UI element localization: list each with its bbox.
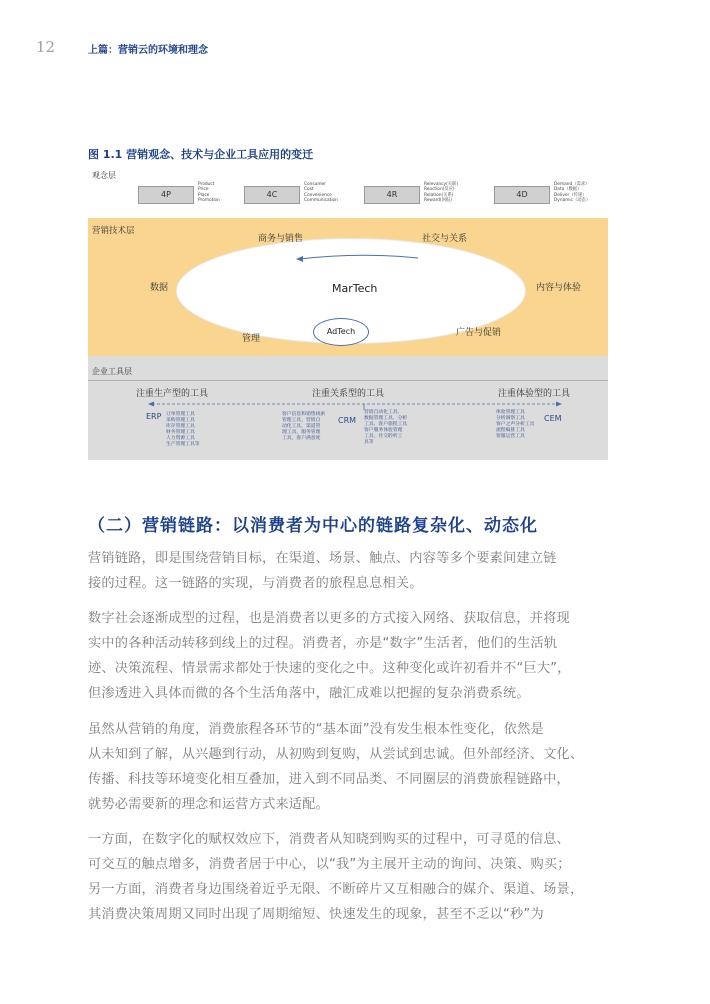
enterprise-layer xyxy=(88,356,608,460)
cem-tools-list: 体验管理工具 分析洞察工具 客户之声分析工具 流程编排工具 客服运营工具 xyxy=(496,410,535,439)
section-heading: （二）营销链路：以消费者为中心的链路复杂化、动态化 xyxy=(88,516,538,536)
paragraph: 营销链路，即是围绕营销目标，在渠道、场景、触点、内容等多个要素间建立链 接的过程。这一链路的实现，与消费者的旅程息息相关。 xyxy=(88,551,557,591)
paragraph: 数字社会逐渐成型的过程，也是消费者以更多的方式接入网络、获取信息，并将现 实中的各种活动转移到线上的过程。消费者，亦是“数字”生活者，他们的生活轨 迹、决策流程、情景需求都处于快速的变化之中。这种变化或许初看并不“巨大”， 但渗透进入具体而微的各个生活角落中，融汇成难以把握的复杂消费系统。 xyxy=(88,611,571,701)
label-social: 社交与关系 xyxy=(422,234,468,244)
experience-tools-heading: 注重体验型的工具 xyxy=(498,389,571,399)
paragraph: 虽然从营销的角度，消费旅程各环节的“基本面”没有发生根本性变化，依然是 从未知到了解，从兴趣到行动，从初购到复购，从尝试到忠诚。但外部经济、文化、 传播、科技等环境变化相互叠加，进入到不同品类、不同圈层的消费旅程链路中， 就势必需要新的理念和运营方式来适配。 xyxy=(88,722,584,812)
page-number: 12 xyxy=(36,38,56,56)
martech-label: MarTech xyxy=(332,282,378,295)
figure-diagram xyxy=(88,166,608,460)
erp-tag: ERP xyxy=(146,412,162,421)
adtech-label: AdTech xyxy=(313,318,369,346)
concept-terms-4r: Relevancy(关联) Reaction(反应) Relation(关系) Reward(回报) xyxy=(424,182,459,204)
paragraph: 一方面，在数字化的赋权效应下，消费者从知晓到购买的过程中，可寻觅的信息、 可交互的触点增多，消费者居于中心，以“我”为主展开主动的询问、决策、购买； 另一方面，消费者身边围绕着近乎无限、不断碎片又互相融合的媒介、渠道、场景， 其消费决策周期又同时出现了周期缩短、快速发生的现象，甚至不乏以“秒”为 xyxy=(88,832,584,922)
relationship-tools-heading: 注重关系型的工具 xyxy=(312,389,385,399)
concept-terms-4c: Consumer Cost Convenience Communication xyxy=(304,182,338,204)
crm-left-list: 客户信息和销售线索 管理工具，营销自 动化工具，渠道管 理工具，服务管理 工具，客户满意度 xyxy=(282,412,326,441)
label-data: 数据 xyxy=(150,283,169,293)
concept-layer xyxy=(88,166,608,218)
concept-layer-label: 观念层 xyxy=(92,171,116,180)
label-commerce: 商务与销售 xyxy=(258,234,304,244)
concept-terms-4d: Demand（需求） Data（数据） Deliver（传递） Dynamic（动态） xyxy=(554,182,591,204)
concept-box-4p: 4P xyxy=(138,186,194,204)
running-title: 上篇：营销云的环境和理念 xyxy=(88,45,208,56)
label-content: 内容与体验 xyxy=(536,283,582,293)
tech-layer xyxy=(88,218,608,356)
concept-box-4d: 4D xyxy=(494,186,550,204)
cem-tag: CEM xyxy=(544,414,562,423)
crm-right-list: 营销自动化工具、 数据管理工具、分析 工具、客户旅程工具 客户服务体验管理 工具、社交聆听工 具等 xyxy=(364,410,408,445)
concept-box-4c: 4C xyxy=(244,186,300,204)
label-management: 管理 xyxy=(242,334,261,344)
erp-tools-list: 订单管理工具 采购管理工具 库存管理工具 财务管理工具 人力资源工具 生产管理工具等 xyxy=(166,412,200,447)
figure-caption: 图 1.1 营销观念、技术与企业工具应用的变迁 xyxy=(88,148,314,161)
concept-box-4r: 4R xyxy=(364,186,420,204)
tech-layer-label: 营销技术层 xyxy=(92,226,135,236)
production-tools-heading: 注重生产型的工具 xyxy=(136,389,209,399)
concept-terms-4p: Product Price Place Promotion xyxy=(198,182,220,204)
enterprise-layer-label: 企业工具层 xyxy=(92,367,132,376)
label-advertising: 广告与促销 xyxy=(456,328,502,338)
crm-tag: CRM xyxy=(338,416,357,425)
